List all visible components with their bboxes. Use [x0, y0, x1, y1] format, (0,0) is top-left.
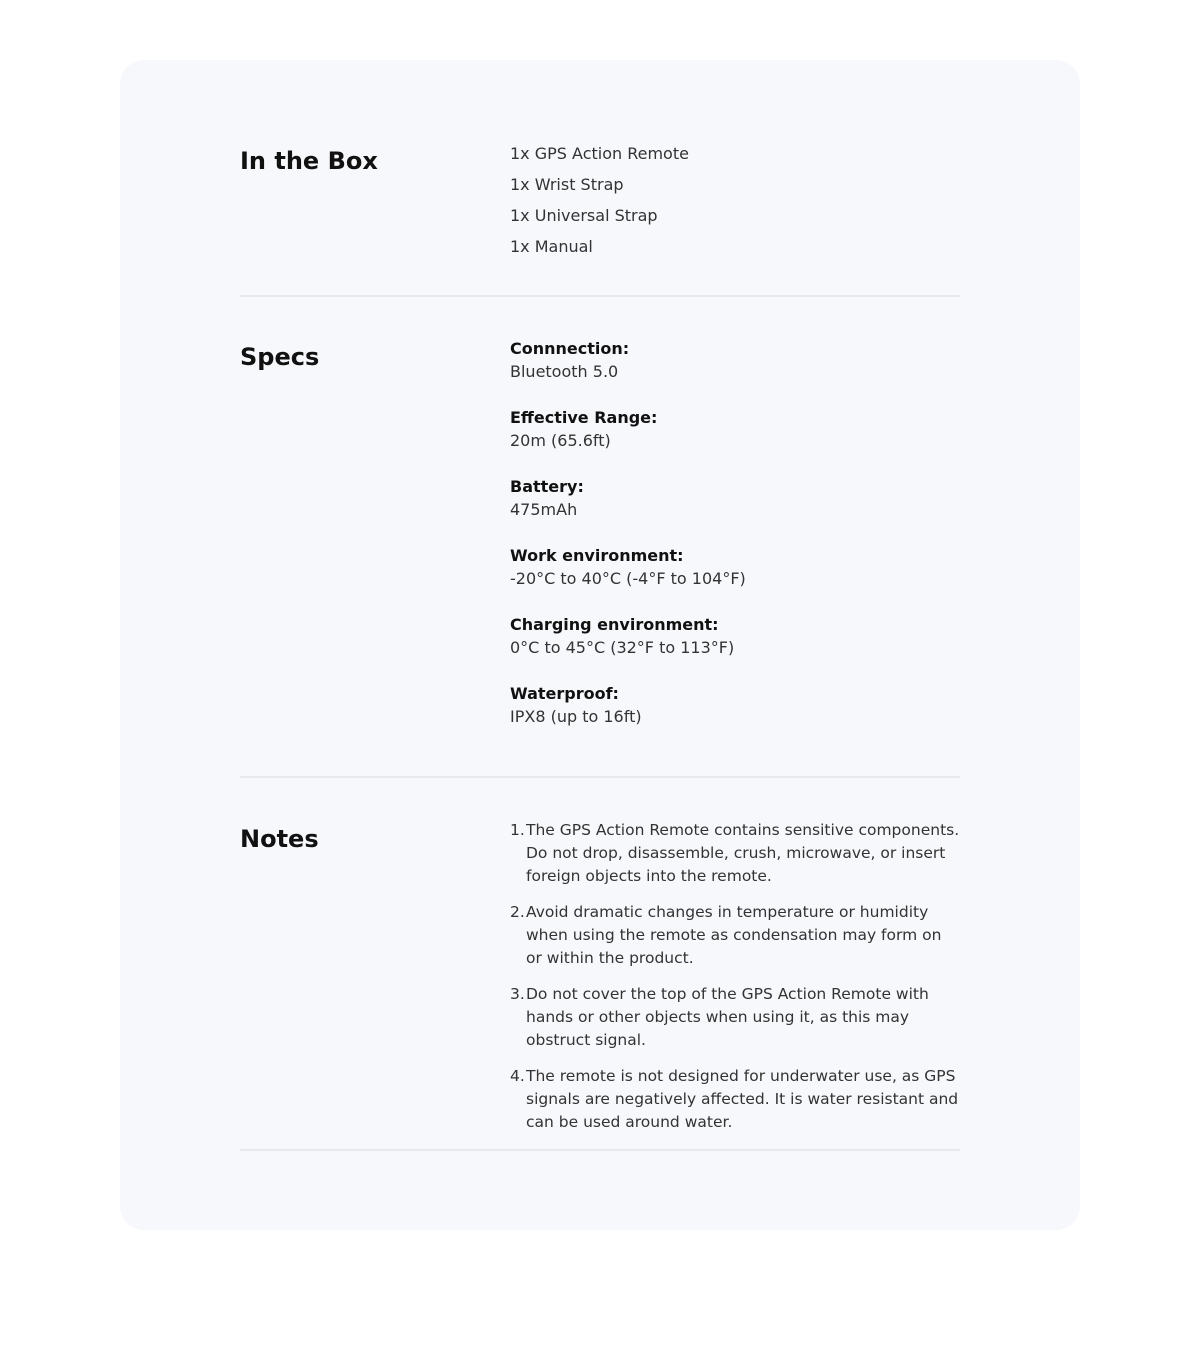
spec-label: Charging environment: — [510, 615, 719, 634]
note-text: Do not cover the top of the GPS Action Remote with hands or other objects when using it, as this may obstruct signal. — [526, 985, 929, 1049]
spec-value: 20m (65.6ft) — [510, 431, 611, 450]
section-divider — [240, 295, 960, 297]
spec-label: Effective Range: — [510, 408, 658, 427]
section-divider — [240, 776, 960, 778]
note-text: Avoid dramatic changes in temperature or humidity when using the remote as condensation may form on or within the product. — [526, 903, 942, 967]
spec-value: Bluetooth 5.0 — [510, 362, 619, 381]
note-item — [510, 819, 960, 888]
spec-value: 475mAh — [510, 500, 578, 519]
note-number: 3. — [510, 985, 525, 1003]
note-number: 2. — [510, 903, 525, 921]
spec-item-battery — [510, 475, 960, 521]
spec-card — [120, 60, 1080, 1230]
note-item — [510, 1065, 960, 1134]
note-text: The GPS Action Remote contains sensitive components. Do not drop, disassemble, crush, microwave, or insert foreign objects into the remote. — [526, 821, 960, 885]
spec-item-range — [510, 406, 960, 452]
specs-title: Specs — [240, 343, 320, 371]
section-divider — [240, 1149, 960, 1151]
note-text: The remote is not designed for underwater use, as GPS signals are negatively affected. It is water resistant and can be used around water. — [526, 1067, 959, 1131]
spec-value: IPX8 (up to 16ft) — [510, 707, 642, 726]
in-the-box-title: In the Box — [240, 147, 378, 175]
note-number: 1. — [510, 821, 525, 839]
spec-label: Waterproof: — [510, 684, 619, 703]
note-number: 4. — [510, 1067, 525, 1085]
specs-list — [510, 337, 960, 751]
box-item: 1x Manual — [510, 237, 593, 256]
box-item: 1x GPS Action Remote — [510, 144, 689, 163]
spec-item-work-environment — [510, 544, 960, 590]
spec-value: 0°C to 45°C (32°F to 113°F) — [510, 638, 735, 657]
spec-label: Work environment: — [510, 546, 684, 565]
spec-label: Connnection: — [510, 339, 630, 358]
spec-item-connection — [510, 337, 960, 383]
spec-item-charging-environment — [510, 613, 960, 659]
note-item — [510, 983, 960, 1052]
spec-value: -20°C to 40°C (-4°F to 104°F) — [510, 569, 746, 588]
box-item: 1x Universal Strap — [510, 206, 658, 225]
spec-label: Battery: — [510, 477, 584, 496]
notes-list — [510, 819, 960, 1147]
note-item — [510, 901, 960, 970]
box-item: 1x Wrist Strap — [510, 175, 624, 194]
spec-item-waterproof — [510, 682, 960, 728]
in-the-box-list — [510, 138, 960, 262]
notes-title: Notes — [240, 825, 319, 853]
